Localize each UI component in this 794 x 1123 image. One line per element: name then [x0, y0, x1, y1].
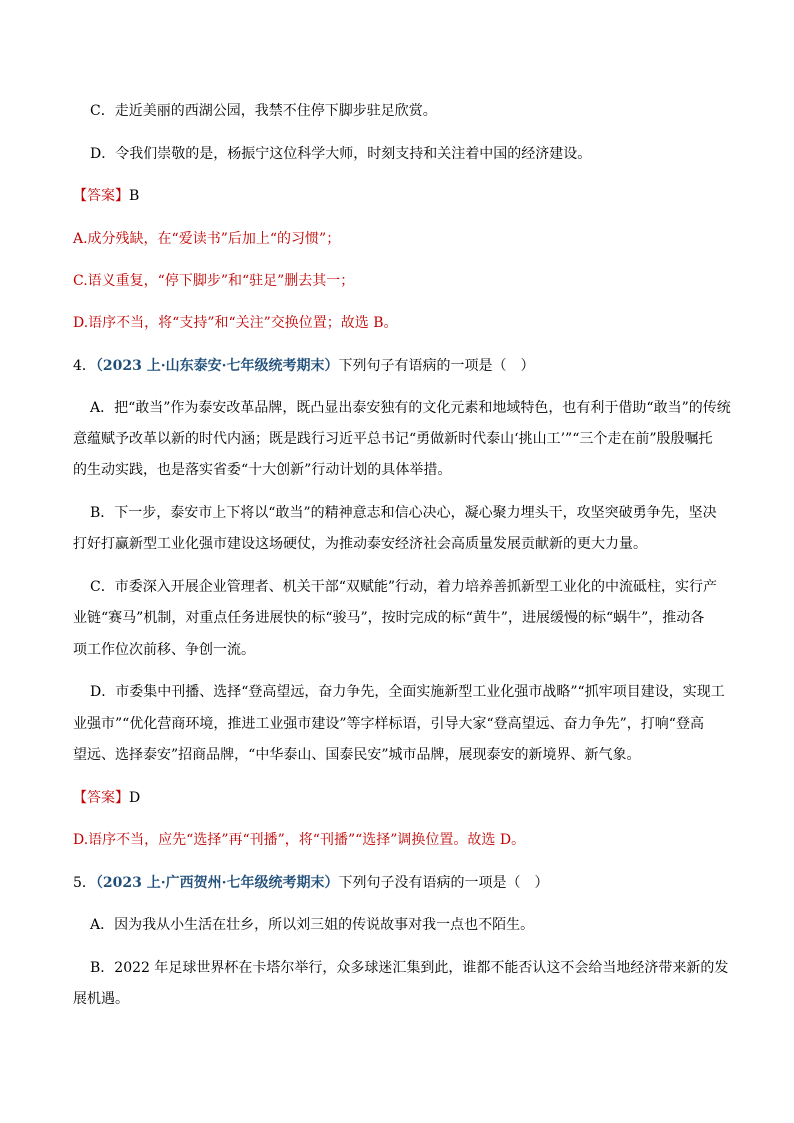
question-number: 4．: [73, 358, 96, 374]
question-source: （2023 上·广西贺州·七年级统考期末）: [95, 875, 339, 891]
prev-option-d: D．令我们崇敬的是，杨振宁这位科学大师，时刻支持和关注着中国的经济建设。: [90, 146, 592, 162]
q5-option-a: A．因为我从小生活在壮乡，所以刘三姐的传说故事对我一点也不陌生。: [90, 917, 535, 933]
question-stem: 下列句子没有语病的一项是（ ）: [338, 875, 549, 891]
q4-option-b-line-1: B．下一步，泰安市上下将以“敢当”的精神意志和信心决心，凝心聚力埋头干，攻坚突破勇争先，坚决: [90, 505, 717, 521]
q4-option-d-line-3: 望远、选择泰安”招商品牌，“中华泰山、国泰民安”城市品牌，展现泰安的新境界、新气象。: [73, 747, 641, 763]
q4-option-a-line-2: 意蕴赋予改革以新的时代内涵；既是践行习近平总书记“勇做新时代泰山‘挑山工’”“三个走在前”殷殷嘱托: [73, 431, 713, 447]
q4-option-d-line-1: D．市委集中刊播、选择“登高望远，奋力争先，全面实施新型工业化强市战略”“抓牢项目建设，实现工: [90, 684, 725, 700]
q4-option-c-line-1: C．市委深入开展企业管理者、机关干部“双赋能”行动，着力培养善抓新型工业化的中流砥柱，实行产: [90, 579, 718, 595]
prev-answer: [73, 186, 139, 206]
q4-option-c-line-3: 项工作位次前移、争创一流。: [73, 642, 255, 658]
prev-explanation-d: D.语序不当，将“支持”和“关注”交换位置；故选 B。: [73, 315, 398, 331]
q4-option-c-line-2: 业链“赛马”机制，对重点任务进展快的标“骏马”，按时完成的标“黄牛”，进展缓慢的标“蜗牛”，推动各: [73, 610, 705, 626]
q4-answer: [73, 788, 140, 808]
q5-option-b-line-1: B．2022 年足球世界杯在卡塔尔举行，众多球迷汇集到此，谁都不能否认这不会给当地经济带来新的发: [90, 960, 729, 976]
q4-option-a-line-3: 的生动实践，也是落实省委“十大创新”行动计划的具体举措。: [73, 462, 452, 478]
q4-option-b-line-2: 打好打赢新型工业化强市建设这场硬仗，为推动泰安经济社会高质量发展贡献新的更大力量。: [73, 536, 647, 552]
question-5-heading: [73, 873, 549, 893]
prev-option-c: C．走近美丽的西湖公园，我禁不住停下脚步驻足欣赏。: [90, 103, 437, 119]
question-source: （2023 上·山东泰安·七年级统考期末）: [95, 358, 339, 374]
q5-option-b-line-2: 展机遇。: [73, 991, 129, 1007]
answer-label: 【答案】: [73, 188, 129, 204]
prev-explanation-a: A.成分残缺，在“爱读书”后加上“的习惯”；: [73, 231, 341, 247]
answer-value: B: [129, 188, 140, 204]
q4-explanation: D.语序不当，应先“选择”再“刊播”，将“刊播”“选择”调换位置。故选 D。: [73, 832, 526, 848]
question-stem: 下列句子有语病的一项是（ ）: [338, 358, 535, 374]
prev-explanation-c: C.语义重复，“停下脚步”和“驻足”删去其一；: [73, 273, 355, 289]
question-number: 5．: [73, 875, 96, 891]
q4-option-a-line-1: A．把“敢当”作为泰安改革品牌，既凸显出泰安独有的文化元素和地域特色，也有利于借助“敢当”的传统: [90, 400, 731, 416]
question-4-heading: [73, 356, 535, 376]
answer-label: 【答案】: [73, 790, 129, 806]
answer-value: D: [129, 790, 141, 806]
q4-option-d-line-2: 业强市”“优化营商环境，推进工业强市建设”等字样标语，引导大家“登高望远、奋力争先”，打响“登高: [73, 716, 704, 732]
